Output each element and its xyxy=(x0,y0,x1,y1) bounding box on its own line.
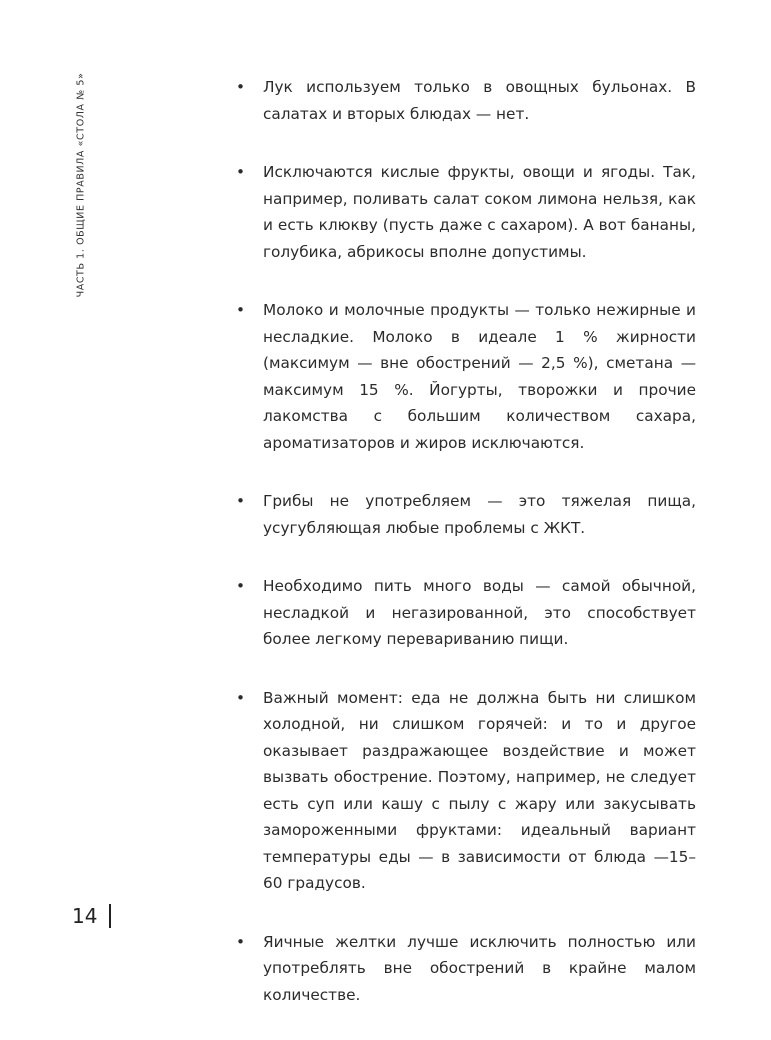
bullet-icon: • xyxy=(236,78,246,96)
list-item-text: Важный момент: еда не должна быть ни слишком холодной, ни слишком горячей: и то и другое оказывает раздражающее воздействие и может вызвать обострение. Поэтому, например, не следует есть суп или кашу с пылу с жару или закусывать замороженными фруктами: идеальный вариант температуры еды — в зависимости от блюда —15–60 градусов. xyxy=(263,688,696,892)
list-item xyxy=(236,297,696,456)
list-item xyxy=(236,573,696,653)
list-item xyxy=(236,685,696,897)
list-item-text: Необходимо пить много воды — самой обычной, несладкой и негазированной, это способствует более легкому перевариванию пищи. xyxy=(263,577,696,648)
page-number-divider xyxy=(109,904,111,928)
page-number-text: 14 xyxy=(72,904,98,928)
list-item xyxy=(236,74,696,127)
running-head-text: ЧАСТЬ 1. ОБЩИЕ ПРАВИЛА «СТОЛА № 5» xyxy=(75,72,87,298)
bullet-icon: • xyxy=(236,492,246,510)
list-item xyxy=(236,929,696,1009)
bullet-list xyxy=(236,74,696,1008)
bullet-icon: • xyxy=(236,163,246,181)
bullet-icon: • xyxy=(236,932,246,951)
running-head xyxy=(72,70,90,300)
page-number xyxy=(72,901,111,931)
list-item xyxy=(236,159,696,265)
list-item xyxy=(236,488,696,541)
list-item-text: Исключаются кислые фрукты, овощи и ягоды. Так, например, поливать салат соком лимона нельзя, как и есть клюкву (пусть даже с сахаром). А вот бананы, голубика, абрикосы вполне допустимы. xyxy=(263,163,696,261)
list-item-text: Яичные желтки лучше исключить полностью или употреблять вне обострений в крайне малом количестве. xyxy=(263,932,696,1004)
main-content xyxy=(236,74,696,1040)
list-item-text: Грибы не употребляем — это тяжелая пища, усугубляющая любые проблемы с ЖКТ. xyxy=(263,492,696,537)
list-item-text: Лук используем только в овощных бульонах. В салатах и вторых блюдах — нет. xyxy=(263,78,696,123)
bullet-icon: • xyxy=(236,577,246,595)
bullet-icon: • xyxy=(236,301,246,319)
bullet-icon: • xyxy=(236,688,246,707)
list-item-text: Молоко и молочные продукты — только нежирные и несладкие. Молоко в идеале 1 % жирности (максимум — вне обострений — 2,5 %), сметана — максимум 15 %. Йогурты, творожки и прочие лакомства с большим количеством сахара, ароматизаторов и жиров исключаются. xyxy=(263,301,696,452)
